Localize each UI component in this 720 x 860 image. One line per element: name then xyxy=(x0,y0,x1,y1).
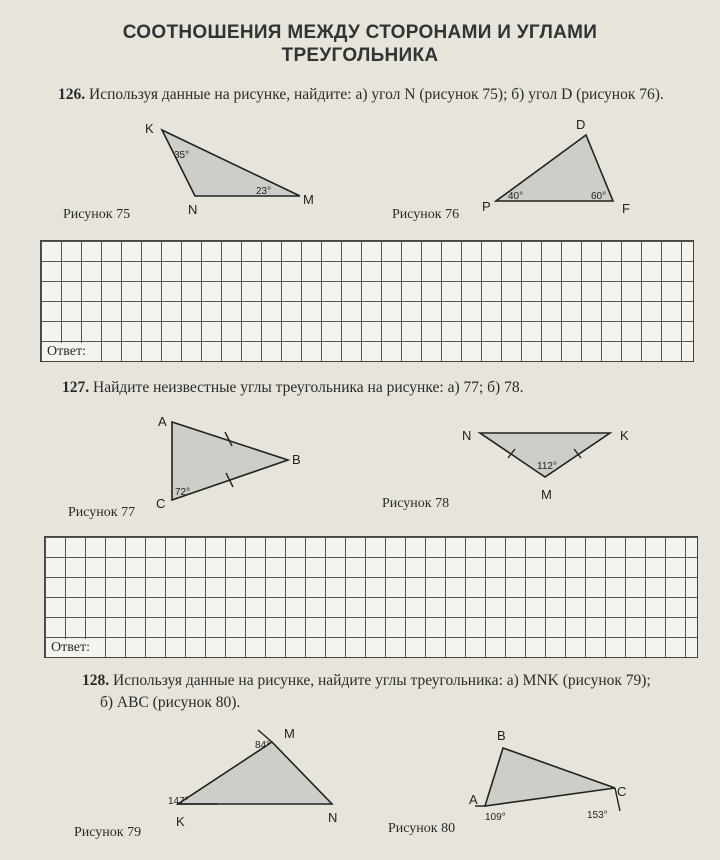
task-128-line2: б) ABC (рисунок 80). xyxy=(100,694,241,711)
angle-label-f: 60° xyxy=(591,191,607,202)
vertex-label-k: K xyxy=(176,814,185,829)
vertex-label-a: A xyxy=(158,414,167,429)
task-number: 127. xyxy=(62,379,90,396)
task-128 xyxy=(82,672,651,690)
vertex-label-c: C xyxy=(156,496,166,511)
caption-figure-80: Рисунок 80 xyxy=(388,821,456,836)
caption-figure-79: Рисунок 79 xyxy=(74,825,142,840)
vertex-label-b: B xyxy=(497,728,506,743)
angle-label-c: 153° xyxy=(587,810,608,821)
angle-label-c: 72° xyxy=(175,487,191,498)
figure-79 xyxy=(160,722,360,832)
figure-78 xyxy=(458,425,668,510)
task-text: Используя данные на рисунке, найдите: а) угол N (рисунок 75); б) угол D (рисунок 76). xyxy=(89,86,664,103)
vertex-label-m: M xyxy=(303,192,314,207)
vertex-label-d: D xyxy=(576,117,586,132)
task-number: 126. xyxy=(58,86,86,103)
vertex-label-m: M xyxy=(541,487,552,502)
vertex-label-k: K xyxy=(620,428,629,443)
answer-label-127: Ответ: xyxy=(48,639,93,657)
angle-label-m: 84° xyxy=(255,740,271,751)
figure-76 xyxy=(478,115,638,220)
caption-figure-77: Рисунок 77 xyxy=(68,505,136,520)
angle-label-a: 109° xyxy=(485,812,506,823)
answer-grid-127[interactable] xyxy=(44,536,698,658)
vertex-label-f: F xyxy=(622,201,630,216)
angle-label-m: 23° xyxy=(256,186,272,197)
page-title-line2: ТРЕУГОЛЬНИКА xyxy=(281,45,439,66)
vertex-label-k: K xyxy=(145,121,154,136)
answer-label-126: Ответ: xyxy=(44,343,89,361)
vertex-label-n: N xyxy=(462,428,472,443)
caption-figure-76: Рисунок 76 xyxy=(392,207,460,222)
angle-label-p: 40° xyxy=(508,191,524,202)
angle-label-k: 147° xyxy=(168,796,189,807)
task-text-line1: Используя данные на рисунке, найдите углы треугольника: а) MNK (рисунок 79); xyxy=(113,672,651,689)
task-126 xyxy=(58,86,664,104)
task-127 xyxy=(62,379,523,397)
figure-80 xyxy=(465,726,645,826)
angle-label-m: 112° xyxy=(537,461,557,472)
vertex-label-n: N xyxy=(328,810,338,825)
figure-75 xyxy=(140,118,330,218)
vertex-label-n: N xyxy=(188,202,198,217)
task-text: Найдите неизвестные углы треугольника на рисунке: а) 77; б) 78. xyxy=(93,379,524,396)
task-number: 128. xyxy=(82,672,110,689)
vertex-label-p: P xyxy=(482,199,491,214)
caption-figure-75: Рисунок 75 xyxy=(63,207,131,222)
caption-figure-78: Рисунок 78 xyxy=(382,496,450,511)
vertex-label-b: B xyxy=(292,452,301,467)
page-title-line1: СООТНОШЕНИЯ МЕЖДУ СТОРОНАМИ И УГЛАМИ xyxy=(122,22,598,43)
answer-grid-126[interactable] xyxy=(40,240,694,362)
figure-77 xyxy=(150,412,310,512)
vertex-label-c: C xyxy=(617,784,627,799)
angle-label-k: 35° xyxy=(174,150,190,161)
vertex-label-a: A xyxy=(469,792,478,807)
vertex-label-m: M xyxy=(284,726,295,741)
